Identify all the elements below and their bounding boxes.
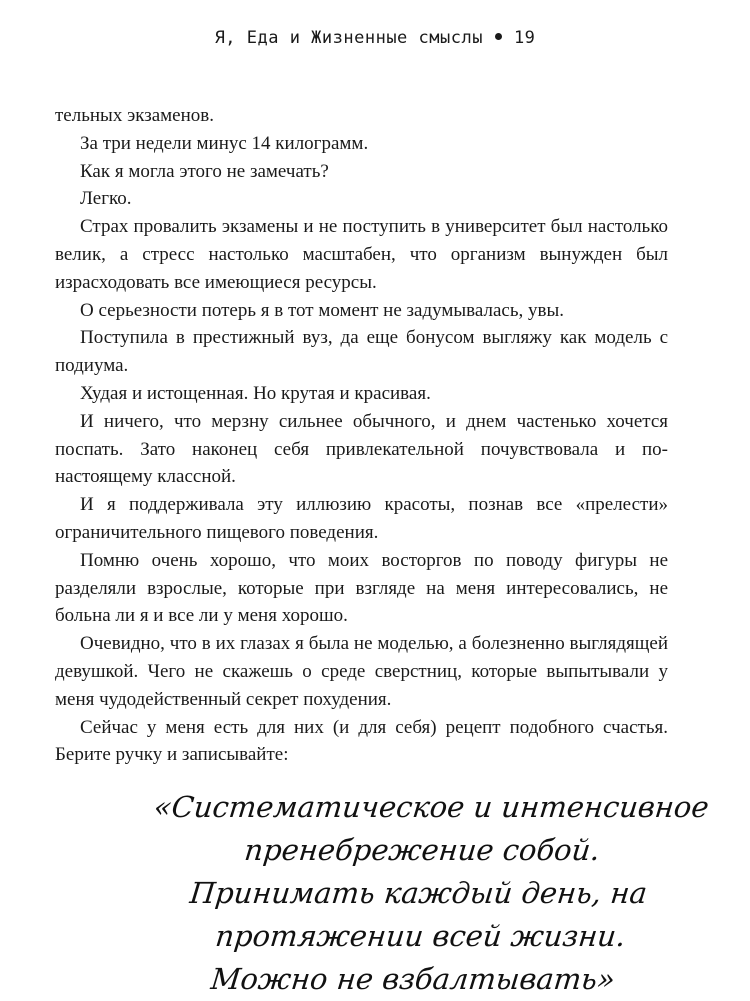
- paragraph: Поступила в престижный вуз, да еще бонусом выгляжу как модель с подиума.: [55, 327, 668, 377]
- handwritten-line: Можно не взбалтывать»: [209, 962, 617, 996]
- paragraph: О серьезности потерь я в тот момент не задумывалась, увы.: [80, 299, 564, 321]
- paragraph: За три недели минус 14 килограмм.: [80, 132, 369, 154]
- body-text: [55, 102, 668, 769]
- paragraph: И ничего, что мерзну сильнее обычного, и днем частенько хочется поспать. Зато наконец себя привлекательной почувствовала и по-настоящему классной.: [55, 410, 668, 488]
- paragraph: Как я могла этого не замечать?: [80, 160, 329, 182]
- page-header: [0, 28, 750, 48]
- paragraph: Сейчас у меня есть для них (и для себя) рецепт подобного счастья. Берите ручку и записывайте:: [55, 716, 668, 766]
- paragraph: Худая и истощенная. Но крутая и красивая.: [80, 382, 431, 404]
- paragraph: Очевидно, что в их глазах я была не моделью, а болезненно выглядящей девушкой. Чего не скажешь о среде сверстниц, которые выпытывали у меня чудодейственный секрет похудения.: [55, 633, 668, 710]
- handwritten-recipe: [79, 786, 711, 1001]
- paragraph: Страх провалить экзамены и не поступить в университет был настолько велик, а стресс настолько масштабен, что организм вынужден был израсходовать все имеющиеся ресурсы.: [55, 216, 668, 293]
- handwritten-line: протяжении всей жизни.: [213, 919, 628, 953]
- running-title: Я, Еда и Жизненные смыслы: [214, 28, 483, 48]
- paragraph: Помню очень хорошо, что моих восторгов по поводу фигуры не разделяли взрослые, которые при взгляде на меня интересовались, не больна ли я и все ли у меня хорошо.: [55, 549, 668, 627]
- handwritten-line: «Систематическое и интенсивное: [152, 790, 711, 824]
- handwritten-line: Принимать каждый день, на: [188, 876, 649, 910]
- paragraph: Легко.: [80, 188, 132, 210]
- handwritten-line: пренебрежение собой.: [242, 833, 602, 867]
- page-number: 19: [513, 28, 536, 48]
- separator-dot-icon: [495, 33, 502, 40]
- paragraph: тельных экзаменов.: [55, 105, 214, 126]
- paragraph: И я поддерживала эту иллюзию красоты, познав все «прелести» ограничительного пищевого поведения.: [55, 494, 668, 543]
